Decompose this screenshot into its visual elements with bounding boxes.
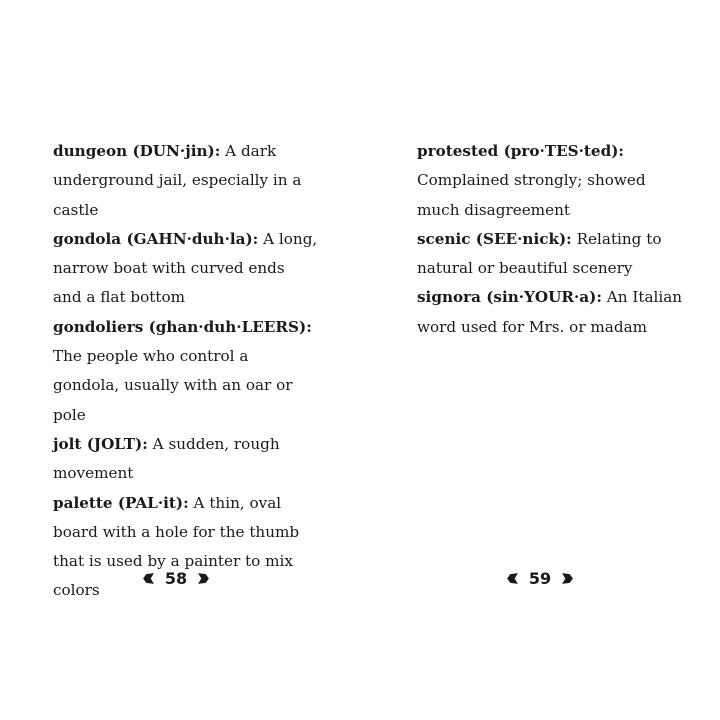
glossary-entry [53, 430, 318, 489]
glossary-definition: Complained strongly; showed much disagreement [417, 171, 646, 219]
glossary-definition: A sudden, rough movement [53, 434, 280, 483]
right-page [360, 0, 720, 720]
page-number: 59 [528, 568, 552, 588]
glossary-term: protested (pro·TES·ted): [417, 142, 625, 160]
glossary-definition: Relating to natural or beautiful scenery [417, 229, 662, 278]
glossary-term: signora (sin·YOUR·a): [417, 288, 602, 307]
paw-print-icon [506, 572, 519, 585]
glossary-term: scenic (SEE·nick): [417, 229, 572, 248]
glossary-term: gondola (GAHN·duh·la): [53, 229, 259, 248]
glossary-term: palette (PAL·it): [53, 493, 189, 512]
glossary-entry [417, 137, 687, 225]
glossary-term: gondoliers (ghan·duh·LEERS): [53, 317, 312, 336]
glossary-list [417, 137, 687, 342]
glossary-entry [417, 283, 687, 342]
paw-print-icon [197, 572, 210, 585]
glossary-definition: A long, narrow boat with curved ends and a flat bottom [53, 229, 318, 307]
glossary-term: jolt (JOLT): [53, 434, 148, 453]
glossary-list [53, 137, 318, 606]
page-number-footer [121, 566, 231, 590]
glossary-term: dungeon (DUN·jin): [53, 142, 221, 160]
glossary-entry [53, 225, 318, 313]
glossary-definition: An Italian word used for Mrs. or madam [417, 288, 683, 336]
page-number-footer [485, 566, 595, 590]
glossary-definition: A thin, oval board with a hole for the thumb that is used by a painter to mix colors [53, 493, 300, 600]
paw-print-icon [561, 572, 574, 585]
glossary-definition: A dark underground jail, especially in a castle [53, 142, 302, 219]
glossary-entry [417, 225, 687, 284]
page-number: 58 [164, 568, 188, 588]
glossary-definition: The people who control a gondola, usually with an oar or pole [53, 347, 293, 424]
paw-print-icon [142, 572, 155, 585]
glossary-entry [53, 313, 318, 430]
glossary-entry [53, 137, 318, 225]
